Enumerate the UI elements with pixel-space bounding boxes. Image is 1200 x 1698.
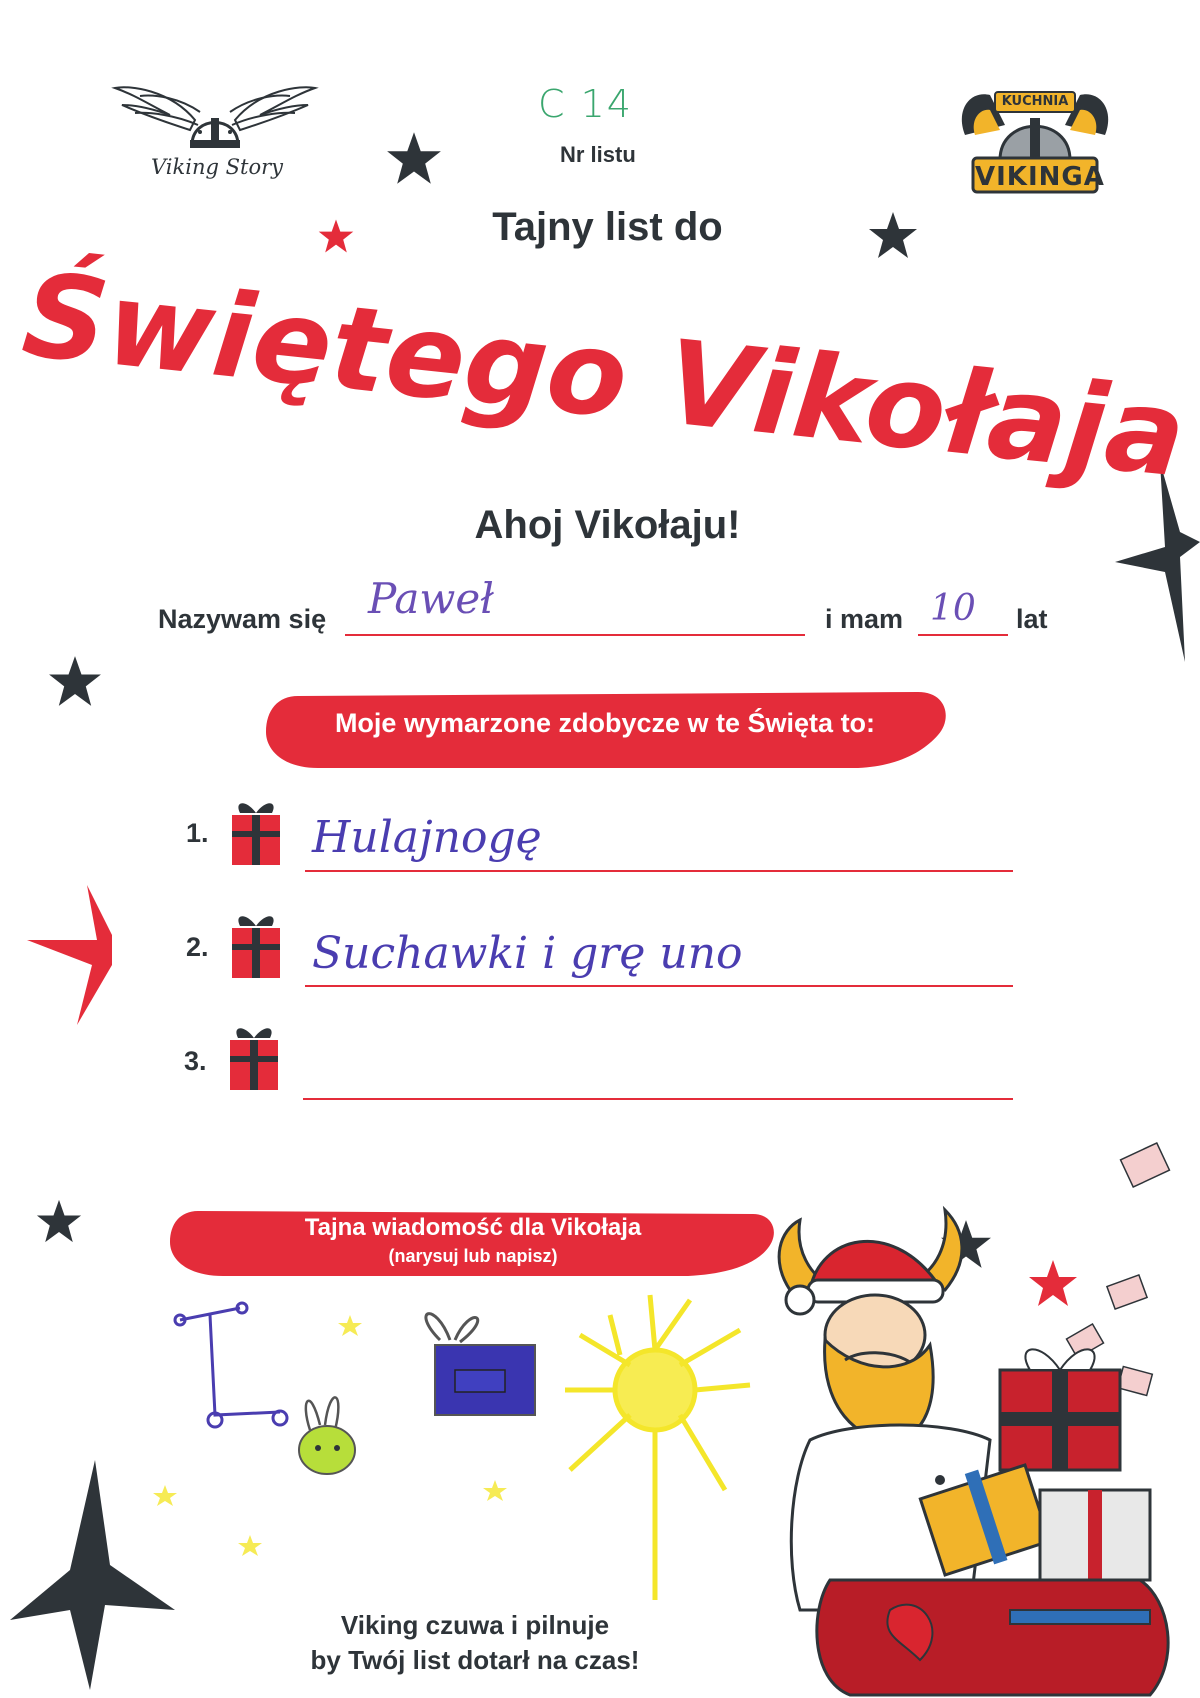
gift-icon	[224, 1020, 284, 1092]
vikinga-text: VIKINGA	[975, 162, 1105, 192]
message-heading: Tajna wiadomość dla Vikołaja	[304, 1214, 642, 1241]
sun-drawing	[565, 1295, 750, 1600]
age-field[interactable]: 10	[930, 588, 976, 629]
message-subheading: (narysuj lub napisz)	[388, 1246, 558, 1266]
title-big-text: Świętego Vikołaja	[17, 247, 1192, 504]
star-icon	[386, 130, 442, 186]
star-icon	[48, 654, 102, 708]
kuchnia-text: KUCHNIA	[1001, 94, 1069, 109]
wish-underline	[305, 985, 1013, 987]
gift-icon	[226, 795, 286, 867]
letter-number-value: C 14	[538, 82, 633, 126]
gift-drawing	[426, 1314, 535, 1415]
star-icon	[36, 1198, 82, 1244]
age-label: i mam	[825, 604, 904, 634]
footer-line-1: Viking czuwa i pilnuje	[340, 1610, 610, 1640]
name-label: Nazywam się	[158, 604, 327, 634]
big-star-left-red-icon	[22, 885, 112, 1025]
viking-story-logo	[110, 80, 320, 160]
viking-santa-illustration	[770, 1140, 1180, 1695]
wish-number: 3.	[184, 1046, 207, 1076]
bunny-drawing	[299, 1397, 355, 1474]
age-underline	[918, 634, 1008, 636]
gift-icon	[226, 908, 286, 980]
letter-number-label: Nr listu	[560, 142, 636, 167]
scooter-drawing	[175, 1303, 287, 1427]
wish-field[interactable]: Hulajnogę	[312, 812, 542, 863]
viking-story-text: Viking Story	[151, 155, 283, 179]
age-suffix-label: lat	[1016, 604, 1048, 634]
title-line-1: Tajny list do	[492, 205, 723, 249]
wish-underline	[305, 870, 1013, 872]
name-field[interactable]: Paweł	[368, 574, 494, 623]
title-line-2	[17, 247, 1192, 520]
footer-line-2: by Twój list dotarł na czas!	[310, 1645, 640, 1675]
child-drawing	[150, 1290, 800, 1610]
wishes-heading: Moje wymarzone zdobycze w te Święta to:	[334, 708, 876, 738]
greeting-heading: Ahoj Vikołaju!	[474, 503, 741, 547]
wish-number: 1.	[186, 818, 209, 848]
name-underline	[345, 634, 805, 636]
wish-field[interactable]: Suchawki i grę uno	[312, 928, 743, 979]
wish-number: 2.	[186, 932, 209, 962]
wish-underline	[303, 1098, 1013, 1100]
